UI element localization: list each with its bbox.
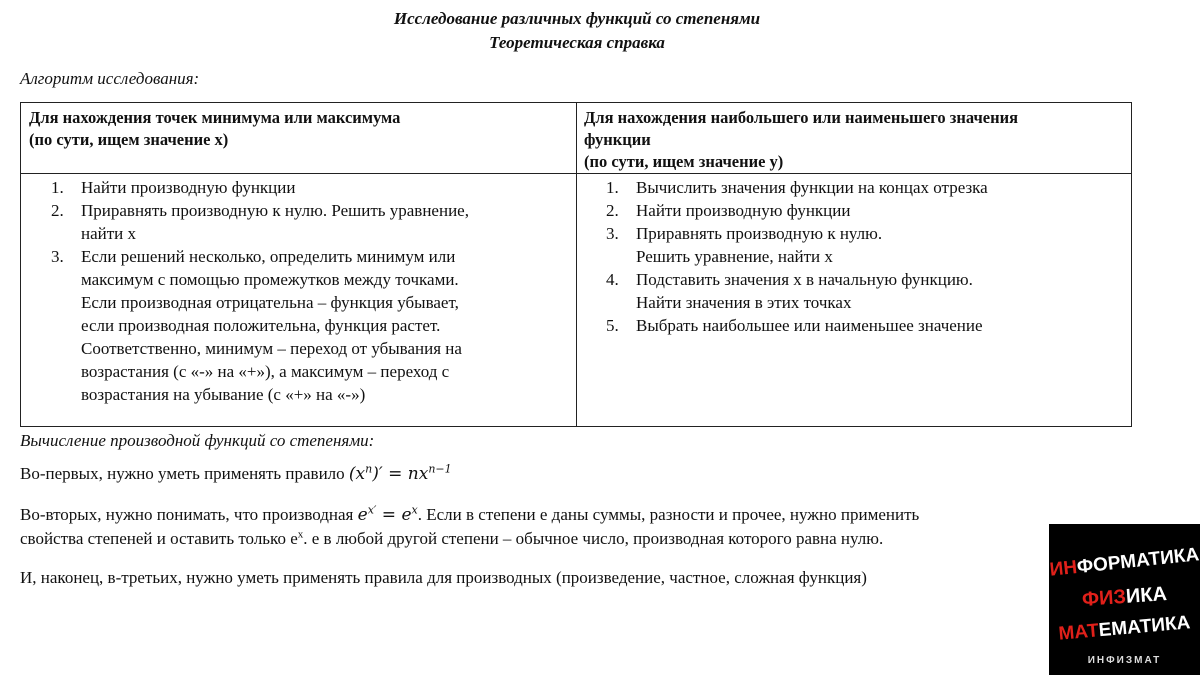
list-item-number: 1.: [51, 178, 64, 197]
list-item-number: 3.: [606, 224, 619, 243]
power-rule-formula: $(x^n)' = nx^{n-1}$: [348, 462, 452, 484]
list-item-line: Вычислить значения функции на концах отрезка: [636, 178, 988, 197]
logo-line-infizmat: ИНФИЗМАТ: [1087, 655, 1162, 666]
list-item: [606, 199, 1126, 222]
list-item-line: Приравнять производную к нулю.: [636, 224, 883, 243]
list-item-number: 2.: [606, 201, 619, 220]
list-item-line: если производная положительна, функция растет.: [81, 316, 441, 335]
paragraph-text: Во-первых, нужно уметь применять правило: [20, 464, 349, 483]
algorithm-label: Алгоритм исследования:: [20, 69, 200, 88]
logo-line-fizika: ФИЗИКА: [1081, 583, 1168, 611]
list-item: [51, 245, 571, 406]
list-item-line: Найти производную функции: [636, 201, 851, 220]
list-item: [606, 222, 1126, 268]
list-item-line: Если решений несколько, определить минимум или: [81, 247, 456, 266]
derivative-label: Вычисление производной функций со степенями:: [20, 431, 375, 450]
list-item-line: Соответственно, минимум – переход от убывания на: [81, 339, 462, 358]
header-line: функции: [584, 130, 651, 149]
table-header-divider: [21, 173, 1131, 174]
list-item-line: возрастания (с «-» на «+»), а максимум – переход с: [81, 362, 450, 381]
list-item-number: 2.: [51, 201, 64, 220]
paragraph-line: свойства степеней и оставить только $е^х$. е в любой другой степени – обычное число, производная которого равна нулю.: [20, 528, 884, 548]
list-item-line: Найти производную функции: [81, 178, 296, 197]
list-item: [606, 268, 1126, 314]
list-item: [51, 199, 571, 245]
list-item-line: возрастания на убывание (с «+» на «-»): [81, 385, 366, 404]
list-item: [606, 176, 1126, 199]
list-item-number: 3.: [51, 247, 64, 266]
list-item-number: 1.: [606, 178, 619, 197]
list-item-line: максимум с помощью промежутков между точками.: [81, 270, 459, 289]
header-line: (по сути, ищем значение х): [29, 130, 229, 149]
list-item-line: Приравнять производную к нулю. Решить уравнение,: [81, 201, 469, 220]
exponent-rule-formula: $e^{x'} = e^x$: [357, 503, 418, 525]
list-item-number: 4.: [606, 270, 619, 289]
paragraph-line: Во-вторых, нужно понимать, что производная $e^{x'} = e^x$. Если в степени е даны суммы, разности и прочее, нужно применить: [20, 503, 920, 525]
list-item-number: 5.: [606, 316, 619, 335]
list-item: [51, 176, 571, 199]
header-line: (по сути, ищем значение у): [584, 152, 784, 171]
table-header-left: [29, 107, 569, 151]
table-header-right: [584, 107, 1124, 173]
list-item-line: Если производная отрицательна – функция убывает,: [81, 293, 459, 312]
extreme-value-steps-list: [606, 176, 1126, 337]
infizmat-logo: [1049, 524, 1200, 675]
table-column-divider: [576, 103, 577, 426]
logo-line-matematika: МАТЕМАТИКА: [1057, 612, 1192, 645]
page-title: Исследование различных функций со степенями: [393, 9, 761, 28]
paragraph-exponent-rule: [20, 503, 1080, 551]
list-item-line: Выбрать наибольшее или наименьшее значение: [636, 316, 983, 335]
algorithm-table: [20, 102, 1132, 427]
header-line: Для нахождения точек минимума или максимума: [29, 108, 401, 127]
list-item-line: Решить уравнение, найти х: [636, 247, 833, 266]
list-item-line: найти х: [81, 224, 137, 243]
paragraph-derivative-rules: И, наконец, в-третьих, нужно уметь применять правила для производных (произведение, частное, сложная функция): [20, 568, 867, 587]
header-line: Для нахождения наибольшего или наименьшего значения: [584, 108, 1019, 127]
paragraph-power-rule: [20, 462, 1080, 486]
list-item: [606, 314, 1126, 337]
logo-line-informatika: ИНФОРМАТИКА: [1049, 544, 1200, 581]
list-item-line: Подставить значения х в начальную функцию.: [636, 270, 973, 289]
page-subtitle: Теоретическая справка: [489, 33, 665, 52]
min-max-steps-list: [51, 176, 571, 406]
list-item-line: Найти значения в этих точках: [636, 293, 852, 312]
